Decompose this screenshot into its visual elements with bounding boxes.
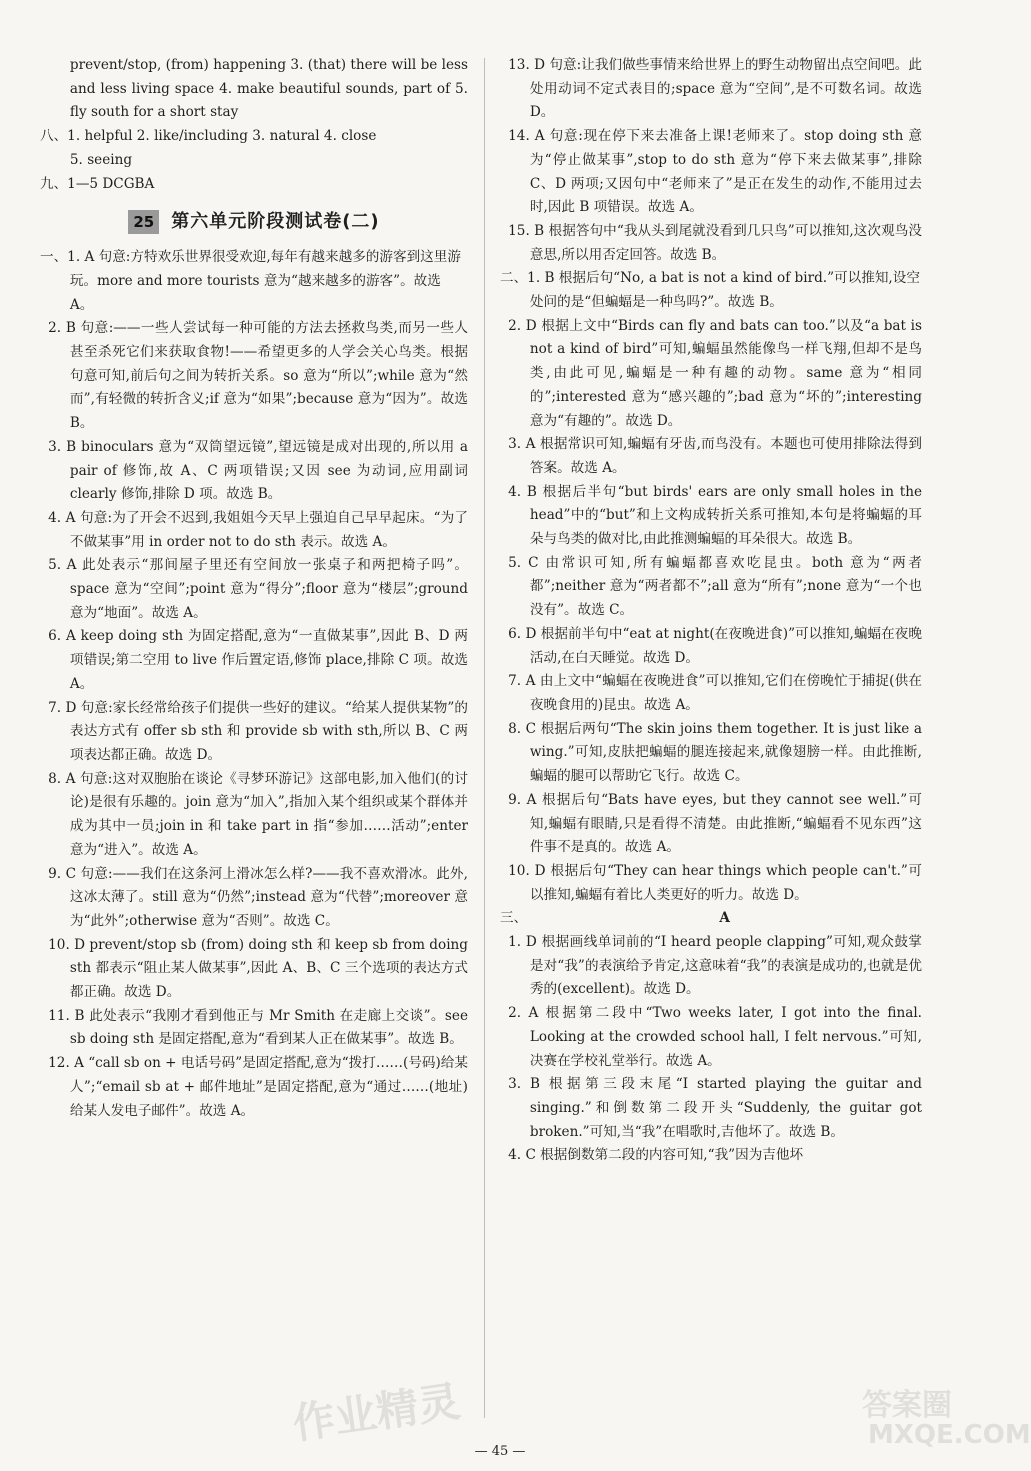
watermark: 答案圈 [862,1388,952,1423]
answer-item: 4. A 句意:为了开会不迟到,我姐姐今天早上强迫自己早早起床。“为了不做某事”用 in order not to do sth 表示。故选 A。 [48,509,468,550]
page-number: — 45 — [474,1444,526,1459]
section-3-header [500,907,922,931]
column-divider [484,58,485,1418]
answer-item: 8. A 句意:这对双胞胎在谈论《寻梦环游记》这部电影,加入他们(的讨论)是很有乐趣的。join 意为“加入”,指加入某个组织或某个群体并成为其中一员;join in 和 take part in 指“参加……活动”;enter 意为“进入”。故选 A。 [48,770,468,858]
answer-item: 10. D 根据后句“They can hear things which people can't.”可以推知,蝙蝠有着比人类更好的听力。故选 D。 [508,862,922,903]
answer-item: 7. D 句意:家长经常给孩子们提供一些好的建议。“给某人提供某物”的表达方式有 offer sb sth 和 provide sb with sth,所以 B、C 两项表达都正确。故选 D。 [48,699,468,763]
answer-item: 6. D 根据前半句中“eat at night(在夜晚进食)”可以推知,蝙蝠在夜晚活动,在白天睡觉。故选 D。 [508,625,922,666]
answer-item: 7. A 由上文中“蝙蝠在夜晚进食”可以推知,它们在傍晚忙于捕捉(供在夜晚食用的)昆虫。故选 A。 [508,673,922,713]
answer-item: 2. D 根据上文中“Birds can fly and bats can too.”以及“a bat is not a kind of bird”可知,蝙蝠虽然能像鸟一样飞翔,但却不是鸟类,由此可见,蝙蝠是一种有趣的动物。same 意为“相同的”;interested 意为“感兴趣的”;bad 意为“坏的”;interesting 意为“有趣的”。故选 D。 [508,317,922,429]
answer-item: 11. B 此处表示“我刚才看到他正与 Mr Smith 在走廊上交谈”。see sb doing sth 是固定搭配,意为“看到某人正在做某事”。故选 B。 [48,1007,468,1048]
answer-item: 5. C 由常识可知,所有蝙蝠都喜欢吃昆虫。both 意为“两者都”;neither 意为“两者都不”;all 意为“所有”;none 意为“一个也没有”。故选 C。 [508,554,922,619]
test-number-badge: 25 [128,210,159,234]
watermark: MXQE.COM [868,1420,1031,1450]
section-8-item-5: 5. seeing [69,151,133,168]
test-title-row [40,210,468,234]
answer-item: 14. A 句意:现在停下来去准备上课!老师来了。stop doing sth 意为“停止做某事”,stop to do sth 意为“停下来去做某事”,排除 C、D 两项;又因句中“老师来了”是正在发生的动作,不能用过去时,因此 B 项错误。故选 A。 [508,128,922,216]
answer-item: 1. D 根据画线单词前的“I heard people clapping”可知,观众鼓掌是对“我”的表演给予肯定,这意味着“我”的表演是成功的,也就是优秀的(excellent)。故选 D。 [508,934,922,998]
section-9: 九、1—5 DCGBA [40,175,155,192]
answer-item: 4. B 根据后半句“but birds' ears are only small holes in the head”中的“but”和上文构成转折关系可推知,本句是将蝙蝠的耳朵与鸟类的做对比,由此推测蝙蝠的耳朵很大。故选 B。 [508,483,922,548]
answer-item: 13. D 句意:让我们做些事情来给世界上的野生动物留出点空间吧。此处用动词不定式表目的;space 意为“空间”,是不可数名词。故选 D。 [508,57,922,121]
section-3-label: 三、 [500,910,528,927]
answer-item: 3. A 根据常识可知,蝙蝠有牙齿,而鸟没有。本题也可使用排除法得到答案。故选 A。 [508,436,922,476]
watermark: 作业精灵 [289,1376,463,1449]
section-8: 八、1. helpful 2. like/including 3. natural 4. close [40,128,377,145]
answer-item: 12. A “call sb on + 电话号码”是固定搭配,意为“拨打……(号码)给某人”;“email sb at + 邮件地址”是固定搭配,意为“通过……(地址)给某人发电子邮件”。故选 A。 [48,1055,468,1119]
passage-a-label: A [719,910,730,927]
answer-item: 3. B 根据第三段末尾“I started playing the guitar and singing.”和倒数第二段开头“Suddenly, the guitar got broken.”可知,当“我”在唱歌时,吉他坏了。故选 B。 [508,1076,922,1140]
right-column [500,54,922,1168]
answer-item: 15. B 根据答句中“我从头到尾就没看到几只鸟”可以推知,这次观鸟没意思,所以用否定回答。故选 B。 [508,222,922,263]
answer-item: 2. B 句意:——一些人尝试每一种可能的方法去拯救鸟类,而另一些人甚至杀死它们来获取食物!——希望更多的人学会关心鸟类。根据句意可知,前后句之间为转折关系。so 意为“所以”;while 意为“然而”,有轻微的转折含义;if 意为“如果”;because 意为“因为”。故选 B。 [48,320,468,432]
answer-item: 9. C 句意:——我们在这条河上滑冰怎么样?——我不喜欢滑冰。此外,这冰太薄了。still 意为“仍然”;instead 意为“代替”;moreover 意为“此外”;otherwise 意为“否则”。故选 C。 [48,865,468,929]
answer-item: 5. A 此处表示“那间屋子里还有空间放一张桌子和两把椅子吗”。space 意为“空间”;point 意为“得分”;floor 意为“楼层”;ground 意为“地面”。故选 A。 [48,557,468,621]
test-title: 第六单元阶段测试卷(二) [171,211,380,233]
answer-item: 一、1. A 句意:方特欢乐世界很受欢迎,每年有越来越多的游客到这里游玩。more and more tourists 意为“越来越多的游客”。故选 A。 [40,249,461,313]
answer-item: 二、1. B 根据后句“No, a bat is not a kind of bird.”可以推知,设空处问的是“但蝙蝠是一种鸟吗?”。故选 B。 [500,270,920,311]
answer-item: 8. C 根据后两句“The skin joins them together. It is just like a wing.”可知,皮肤把蝙蝠的腿连接起来,就像翅膀一样。由此推断,蝙蝠的腿可以帮助它飞行。故选 C。 [508,720,922,785]
left-column [40,54,468,1123]
answer-item: 10. D prevent/stop sb (from) doing sth 和 keep sb from doing sth 都表示“阻止某人做某事”,因此 A、B、C 三个选项的表达方式都正确。故选 D。 [48,936,468,1001]
answer-item: 4. C 根据倒数第二段的内容可知,“我”因为吉他坏 [508,1147,804,1164]
continuation-text: prevent/stop, (from) happening 3. (that) there will be less and less living space 4. make beautiful sounds, part of 5. fly south for a short stay [69,57,468,121]
answer-item: 6. A keep doing sth 为固定搭配,意为“一直做某事”,因此 B、D 两项错误;第二空用 to live 作后置定语,修饰 place,排除 C 项。故选 A。 [48,628,468,692]
answer-item: 2. A 根据第二段中“Two weeks later, I got into the final. Looking at the crowded school hall, I felt nervous.”可知,决赛在学校礼堂举行。故选 A。 [508,1005,922,1069]
answer-item: 3. B binoculars 意为“双筒望远镜”,望远镜是成对出现的,所以用 a pair of 修饰,故 A、C 两项错误;又因 see 为动词,应用副词 clearly 修饰,排除 D 项。故选 B。 [48,438,468,503]
answer-item: 9. A 根据后句“Bats have eyes, but they cannot see well.”可知,蝙蝠有眼睛,只是看得不清楚。由此推断,“蝙蝠看不见东西”这件事不是真的。故选 A。 [508,791,922,856]
